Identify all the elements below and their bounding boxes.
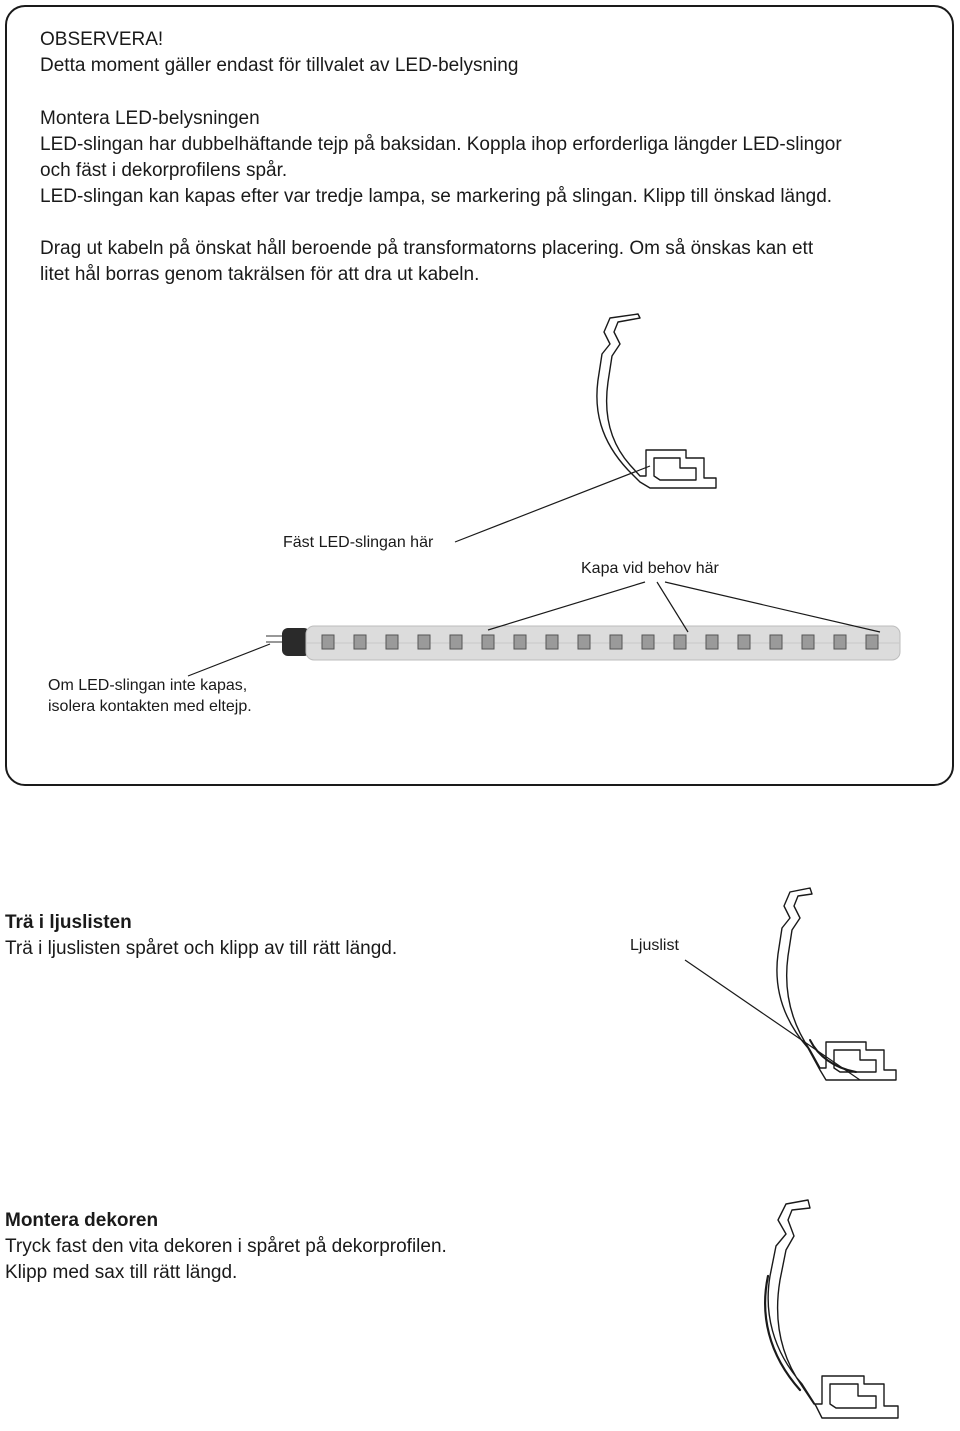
led-chip: [482, 635, 494, 649]
insulate-label-line: isolera kontakten med eltejp.: [48, 698, 252, 715]
led-chip: [386, 635, 398, 649]
decor-profile-diagram: [580, 300, 730, 500]
led-chip: [802, 635, 814, 649]
light-strip-label: Ljuslist: [630, 937, 679, 954]
led-chip: [738, 635, 750, 649]
light-strip-heading: Trä i ljuslisten: [5, 912, 132, 933]
led-chip: [514, 635, 526, 649]
led-chip: [578, 635, 590, 649]
notice-subtitle: Detta moment gäller endast för tillvalet av LED-belysning: [40, 55, 519, 76]
decor-mount-diagram: [730, 1192, 920, 1428]
decor-text-line: Tryck fast den vita dekoren i spåret på dekorprofilen.: [5, 1236, 447, 1257]
attach-label: Fäst LED-slingan här: [283, 534, 434, 551]
led-chip: [770, 635, 782, 649]
light-strip-text: Trä i ljuslisten spåret och klipp av till rätt längd.: [5, 938, 398, 959]
led-chip: [354, 635, 366, 649]
cable-text-line: litet hål borras genom takrälsen för att dra ut kabeln.: [40, 264, 480, 285]
decor-heading: Montera dekoren: [5, 1210, 159, 1231]
notice-title: OBSERVERA!: [40, 29, 164, 50]
cable-text-line: Drag ut kabeln på önskat håll beroende på transformatorns placering. Om så önskas kan ett: [40, 238, 814, 259]
led-chip: [610, 635, 622, 649]
light-strip-profile-diagram: [760, 880, 920, 1090]
led-heading: Montera LED-belysningen: [40, 108, 260, 129]
led-chip: [642, 635, 654, 649]
led-chip: [706, 635, 718, 649]
led-chip: [834, 635, 846, 649]
led-text-line: LED-slingan har dubbelhäftande tejp på baksidan. Koppla ihop erforderliga längder LED-slingor: [40, 134, 842, 155]
led-chip: [546, 635, 558, 649]
led-chip: [418, 635, 430, 649]
led-text-line: och fäst i dekorprofilens spår.: [40, 160, 288, 181]
led-chip: [322, 635, 334, 649]
led-chip: [674, 635, 686, 649]
led-chip: [866, 635, 878, 649]
led-strip-image: [262, 598, 902, 678]
decor-text-line: Klipp med sax till rätt längd.: [5, 1262, 238, 1283]
led-text-line: LED-slingan kan kapas efter var tredje lampa, se markering på slingan. Klipp till önskad längd.: [40, 186, 833, 207]
cut-label: Kapa vid behov här: [581, 560, 719, 577]
insulate-label-line: Om LED-slingan inte kapas,: [48, 677, 248, 694]
led-chip: [450, 635, 462, 649]
